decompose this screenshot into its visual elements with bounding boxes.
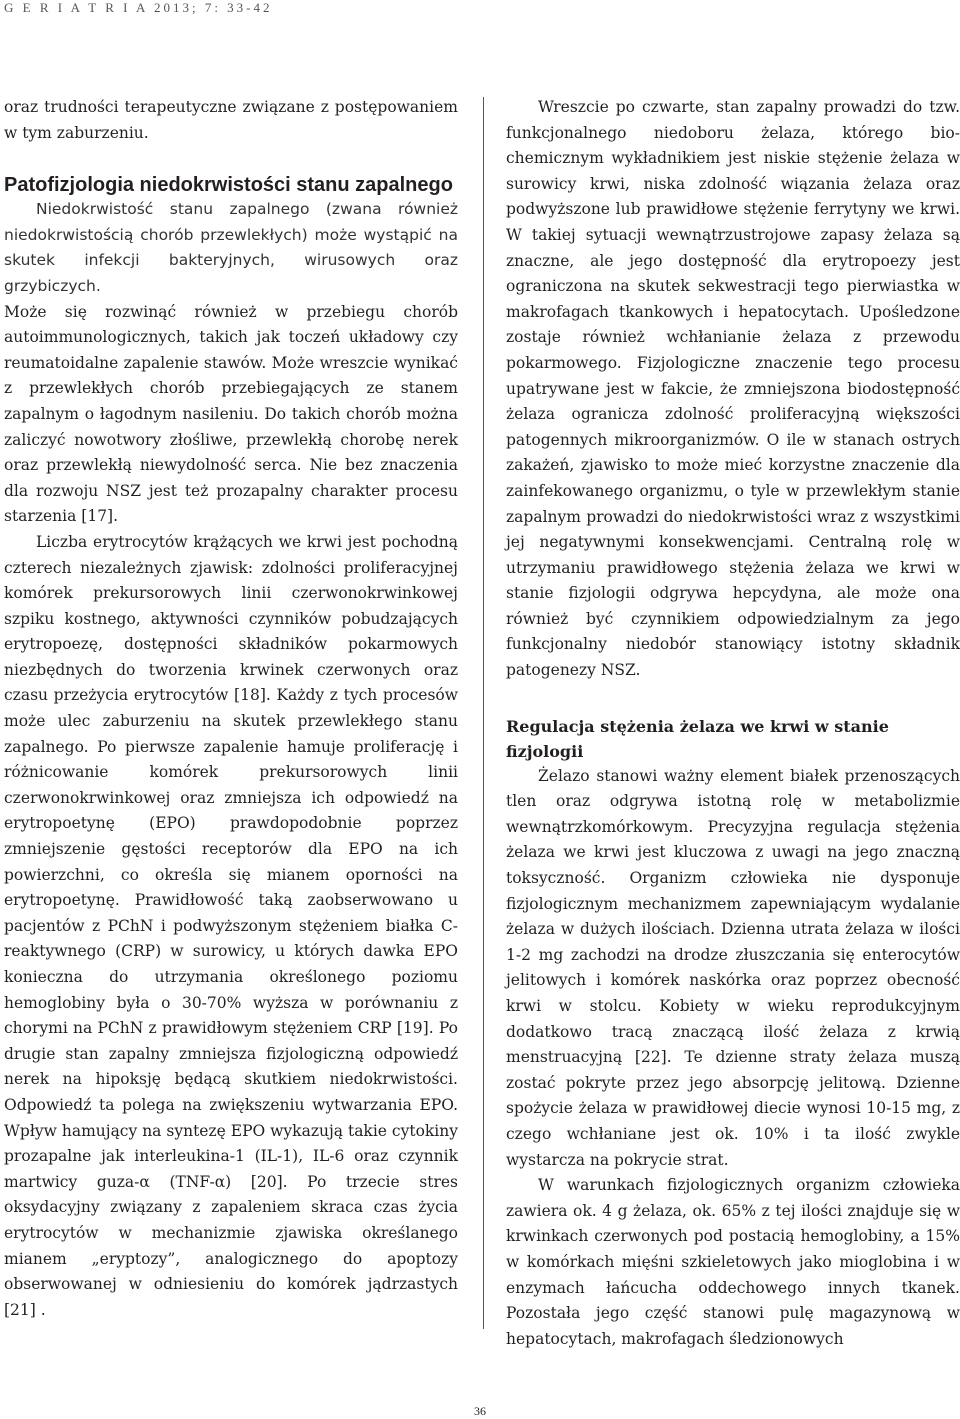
- column-divider: [483, 97, 484, 1329]
- section2-paragraph1: Żelazo stanowi ważny element białek przenoszących tlen oraz odgrywa istotną rolę w metabolizmie wewnątrzkomórkowym. Precyzyjna regulacja stężenia żelaza we krwi jest kluczowa z uwagi na jego znaczną toksyczność. Organizm człowieka nie dysponuje fizjologicznym mechanizmem zapewniającym wydalanie żelaza w dużych ilościach. Dzienna utrata żelaza w ilości 1-2 mg zachodzi na drodze złuszczania się enterocytów jelitowych i komórek naskórka oraz poprzez obecność krwi w stolcu. Kobiety w wieku reprodukcyjnym dodatkowo tracą znaczącą ilość żelaza z krwią menstruacyjną [22]. Te dzienne straty żelaza muszą zostać pokryte przez jego absorpcję jelitową. Dzienne spożycie żelaza w prawidłowej diecie wynosi 10-15 mg, z czego wchłaniane jest ok. 10% i ta ilość zwykle wystarcza na pokrycie strat.: [506, 766, 960, 1169]
- intro-paragraph: oraz trudności terapeutyczne związane z postępowaniem w tym zaburzeniu.: [4, 98, 458, 142]
- right-paragraph1: Wreszcie po czwarte, stan zapalny prowadzi do tzw. funkcjonalnego niedoboru żelaza, którego biochemicznym wykładnikiem jest niskie stężenie żelaza w surowicy krwi, niska zdolność wiązania żelaza oraz podwyższone lub prawidłowe stężenie ferrytyny we krwi. W takiej sytuacji wewnątrzustrojowe zapasy żelaza są znaczne, ale jego dostępność dla erytropoezy jest ograniczona na skutek sekwestracji tego pierwiastka w makrofagach tkankowych i hepatocytach. Upośledzone zostaje również wchłanianie żelaza z przewodu pokarmowego. Fizjologiczne znaczenie tego procesu upatrywane jest w fakcie, że zmniejszona biodostępność żelaza ogranicza zdolność proliferacyjną większości patogennych mikroorganizmów. O ile w stanach ostrych zakażeń, zjawisko to może mieć korzystne znaczenie dla zainfekowanego organizmu, o tyle w przewlekłym stanie zapalnym prowadzi do niedokrwistości wraz z wszystkimi jej negatywnymi konsekwencjami. Centralną rolę w utrzymaniu prawidłowego stężenia żelaza we krwi w stanie fizjologii odgrywa hepcydyna, ale może ona również być czynnikiem odpowiedzialnym za jego funkcjonalny niedobór stanowiący istotny składnik patogenezy NSZ.: [506, 98, 960, 680]
- left-column: [4, 95, 458, 1323]
- section-heading-pathophysiology: Patofizjologia niedokrwistości stanu zapalnego: [4, 174, 453, 197]
- section1-paragraph2: Liczba erytrocytów krążących we krwi jest pochodną czterech niezależnych zjawisk: zdolności proliferacyjnej komórek prekursorowych linii czerwonokrwinkowej szpiku kostnego, aktywności czynników pobudzających erytropoezę, dostępności składników pokarmowych niezbędnych do tworzenia krwinek czerwonych oraz czasu przeżycia erytrocytów [18]. Każdy z tych procesów może ulec zaburzeniu na skutek przewlekłego stanu zapalnego. Po pierwsze zapalenie hamuje proliferację i różnicowanie komórek prekursorowych linii czerwonokrwinkowej oraz zmniejsza ich odpowiedź na erytropoetynę (EPO) prawdopodobnie poprzez zmniejszenie gęstości receptorów dla EPO na ich powierzchni, co określa się mianem oporności na erytropoetynę. Prawidłowość taką zaobserwowano u pacjentów z PChN i podwyższonym stężeniem białka C-reaktywnego (CRP) w surowicy, u których dawka EPO konieczna do utrzymania określonego poziomu hemoglobiny była o 30-70% wyższa w porównaniu z chorymi na PChN z prawidłowym stężeniem CRP [19]. Po drugie stan zapalny zmniejsza fizjologiczną odpowiedź nerek na hipoksję będącą skutkiem niedokrwistości. Odpowiedź ta polega na zwiększeniu wytwarzania EPO. Wpływ hamujący na syntezę EPO wykazują takie cytokiny prozapalne jak interleukina-1 (IL-1), IL-6 oraz czynnik martwicy guza-α (TNF-α) [20]. Po trzecie stres oksydacyjny związany z zapaleniem skraca czas życia erytrocytów w mechanizmie zjawiska określanego mianem „eryptozy”, analogicznego do apoptozy obserwowanej w odniesieniu do komórek jądrzastych [21] .: [4, 532, 458, 1319]
- page-number: 36: [474, 1404, 486, 1418]
- section1-paragraph1-sans: Niedokrwistość stanu zapalnego (zwana również niedokrwistością chorób przewlekłych) może wystąpić na skutek infekcji bakteryjnych, wirusowych oraz grzybiczych.: [4, 200, 458, 295]
- section-heading-iron-regulation: Regulacja stężenia żelaza we krwi w stanie fizjologii: [506, 716, 889, 761]
- section2-paragraph2: W warunkach fizjologicznych organizm człowieka zawiera ok. 4 g żelaza, ok. 65% z tej ilości znajduje się w krwinkach czerwonych pod postacią hemoglobiny, a 15% w komórkach mięśni szkieletowych jako mioglobina i w enzymach łańcucha oddechowego innych tkanek. Pozostała jego część stanowi pulę magazynową w hepatocytach, makrofagach śledzionowych: [506, 1176, 960, 1348]
- section1-paragraph1-continued: Może się rozwinąć również w przebiegu chorób autoimmunologicznych, takich jak toczeń układowy czy reumatoidalne zapalenie stawów. Może wreszcie wynikać z przewlekłych chorób przebiegających ze stanem zapalnym o łagodnym nasileniu. Do takich chorób można zaliczyć nowotwory złośliwe, przewlekłą chorobę nerek oraz przewlekłą niewydolność serca. Nie bez znaczenia dla rozwoju NSZ jest też prozapalny charakter procesu starzenia [17].: [4, 302, 458, 526]
- right-column: [506, 95, 960, 1352]
- running-head: G E R I A T R I A 2013; 7: 33-42: [4, 0, 273, 15]
